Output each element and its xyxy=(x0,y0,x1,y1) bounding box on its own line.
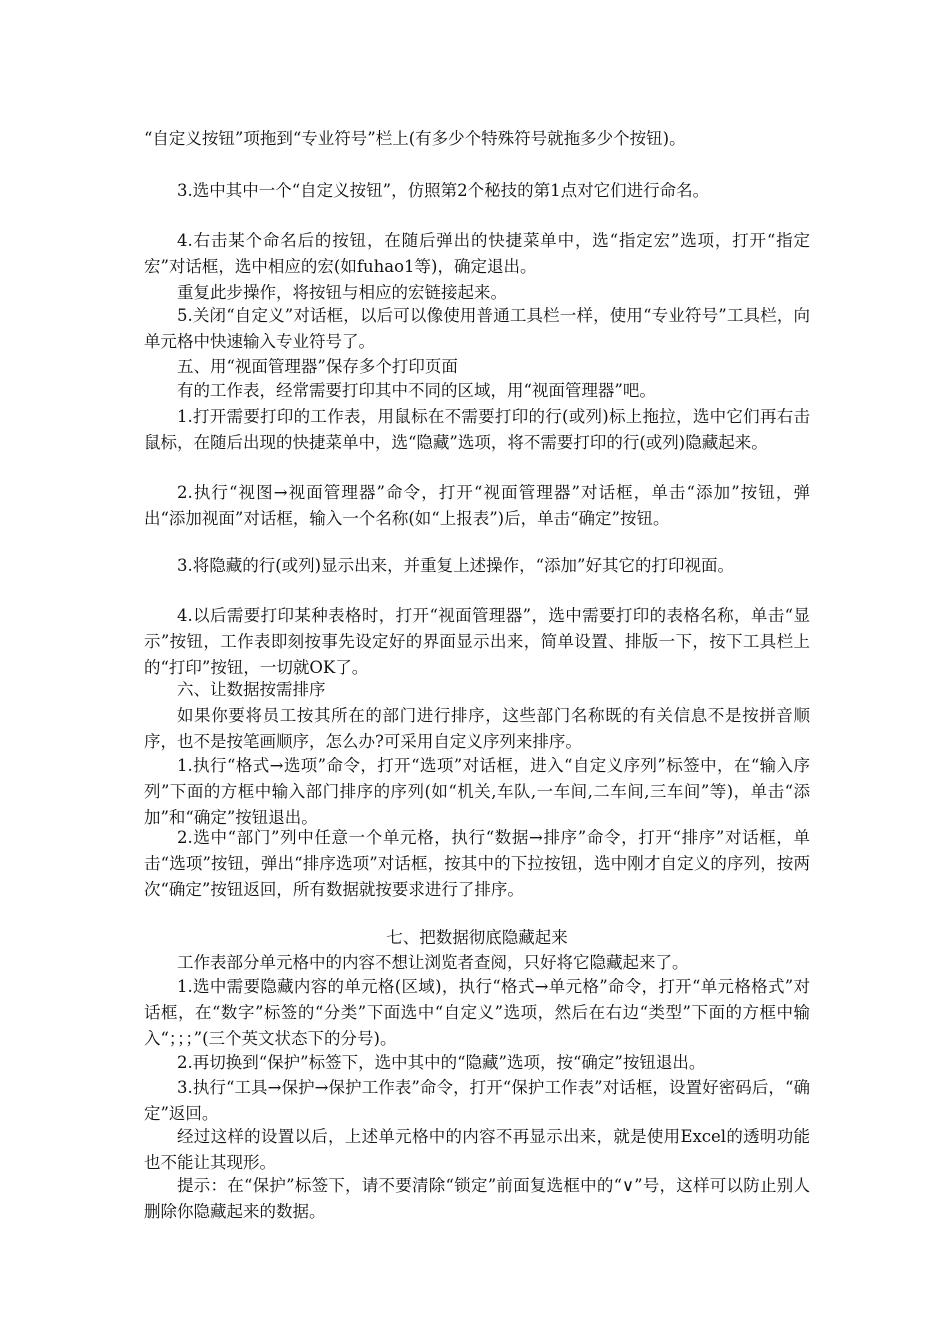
paragraph-section-7-result: 经过这样的设置以后，上述单元格中的内容不再显示出来，就是使用Excel的透明功能也不能让其现形。 xyxy=(144,1127,810,1172)
paragraph-continuation: “自定义按钮”项拖到“专业符号”栏上(有多少个特殊符号就拖多少个按钮)。 xyxy=(144,129,686,148)
paragraph-step-3-naming: 3.选中其中一个“自定义按钮”，仿照第2个秘技的第1点对它们进行命名。 xyxy=(177,181,710,200)
paragraph-section-6-step-1: 1.执行“格式→选项”命令，打开“选项”对话框，进入“自定义序列”标签中，在“输入序列”下面的方框中输入部门排序的序列(如“机关,车队,一车间,二车间,三车间”等)，单击“添加”和“确定”按钮退出。 xyxy=(144,756,810,827)
paragraph-step-5-close-dialog: 5.关闭“自定义”对话框，以后可以像使用普通工具栏一样，使用“专业符号”工具栏，向单元格中快速输入专业符号了。 xyxy=(144,306,810,351)
paragraph-section-6-intro: 如果你要将员工按其所在的部门进行排序，这些部门名称既的有关信息不是按拼音顺序，也不是按笔画顺序，怎么办?可采用自定义序列来排序。 xyxy=(144,706,810,751)
paragraph-section-5-intro: 有的工作表，经常需要打印其中不同的区域，用“视面管理器”吧。 xyxy=(177,381,656,400)
paragraph-section-5-step-3: 3.将隐藏的行(或列)显示出来，并重复上述操作，“添加”好其它的打印视面。 xyxy=(177,556,734,575)
paragraph-section-5-step-1: 1.打开需要打印的工作表，用鼠标在不需要打印的行(或列)标上拖拉，选中它们再右击鼠标，在随后出现的快捷菜单中，选“隐藏”选项，将不需要打印的行(或列)隐藏起来。 xyxy=(144,407,810,452)
section-heading-7: 七、把数据彻底隐藏起来 xyxy=(386,928,568,947)
paragraph-tip: 提示：在“保护”标签下，请不要清除“锁定”前面复选框中的“∨”号，这样可以防止别人删除你隐藏起来的数据。 xyxy=(144,1176,810,1221)
paragraph-section-5-step-4: 4.以后需要打印某种表格时，打开“视面管理器”，选中需要打印的表格名称，单击“显示”按钮，工作表即刻按事先设定好的界面显示出来，简单设置、排版一下，按下工具栏上的“打印”按钮，一切就OK了。 xyxy=(144,606,810,677)
paragraph-section-7-step-3: 3.执行“工具→保护→保护工作表”命令，打开“保护工作表”对话框，设置好密码后，“确定”返回。 xyxy=(144,1078,810,1123)
document-page xyxy=(144,0,810,1344)
paragraph-repeat-step: 重复此步操作，将按钮与相应的宏链接起来。 xyxy=(177,283,507,302)
section-heading-6: 六、让数据按需排序 xyxy=(177,680,326,699)
paragraph-section-7-intro: 工作表部分单元格中的内容不想让浏览者查阅，只好将它隐藏起来了。 xyxy=(177,953,689,972)
paragraph-section-7-step-1: 1.选中需要隐藏内容的单元格(区域)，执行“格式→单元格”命令，打开“单元格格式”对话框，在“数字”标签的“分类”下面选中“自定义”选项，然后在右边“类型”下面的方框中输入“；；；”(三个英文状态下的分号)。 xyxy=(144,977,810,1048)
paragraph-step-4-assign-macro: 4.右击某个命名后的按钮，在随后弹出的快捷菜单中，选“指定宏”选项，打开“指定宏”对话框，选中相应的宏(如fuhao1等)，确定退出。 xyxy=(144,231,810,276)
paragraph-section-6-step-2: 2.选中“部门”列中任意一个单元格，执行“数据→排序”命令，打开“排序”对话框，单击“选项”按钮，弹出“排序选项”对话框，按其中的下拉按钮，选中刚才自定义的序列，按两次“确定”按钮返回，所有数据就按要求进行了排序。 xyxy=(144,828,810,899)
section-heading-5: 五、用“视面管理器”保存多个打印页面 xyxy=(177,357,458,376)
paragraph-section-5-step-2: 2.执行“视图→视面管理器”命令，打开“视面管理器”对话框，单击“添加”按钮，弹出“添加视面”对话框，输入一个名称(如“上报表”)后，单击“确定”按钮。 xyxy=(144,483,810,528)
paragraph-section-7-step-2: 2.再切换到“保护”标签下，选中其中的“隐藏”选项，按“确定”按钮退出。 xyxy=(177,1053,706,1072)
